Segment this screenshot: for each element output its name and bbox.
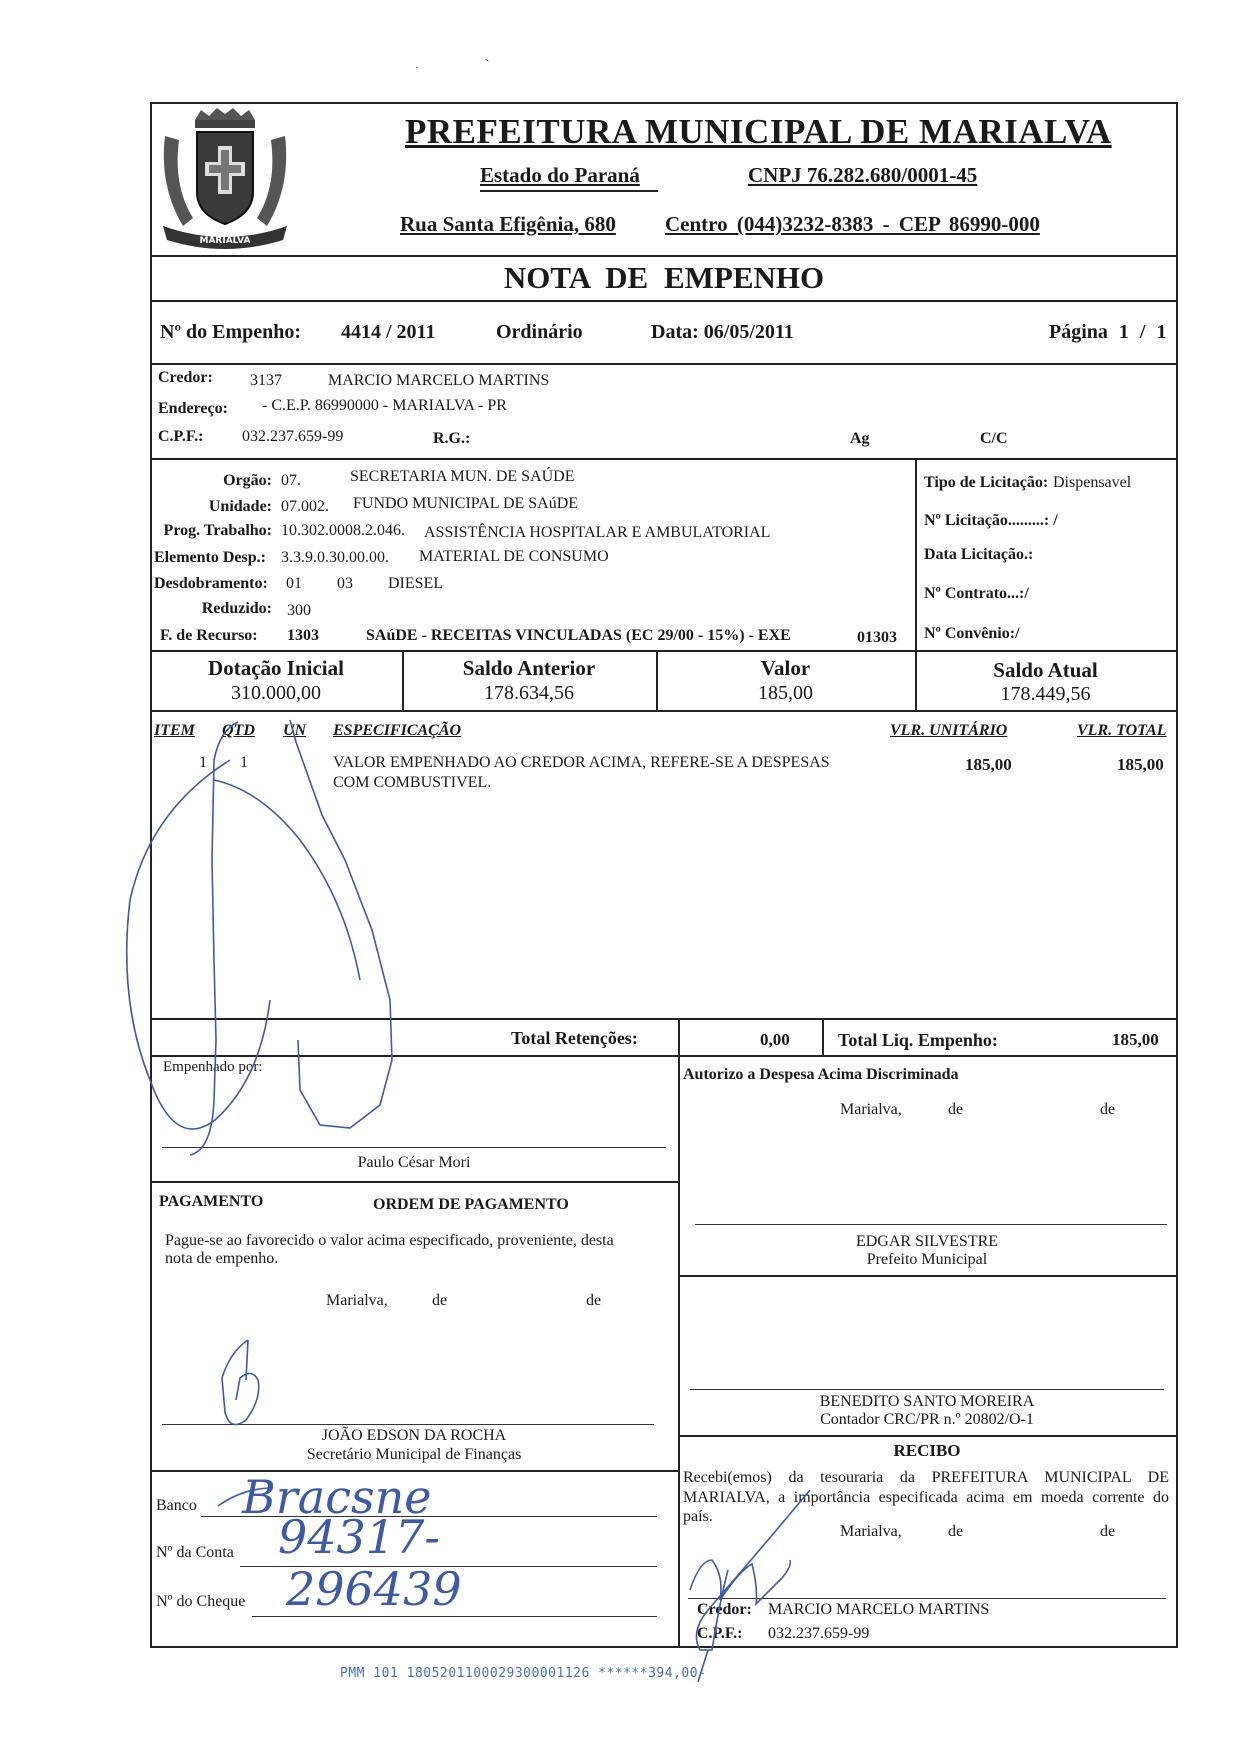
- reduzido-label: Reduzido:: [201, 600, 272, 617]
- tipo-licitacao: Dispensavel: [1053, 474, 1132, 491]
- credor-code: 3137: [250, 372, 282, 389]
- pagamento-city: Marialva,: [326, 1292, 388, 1309]
- pagamento-signer: JOÃO EDSON DA ROCHA: [321, 1427, 507, 1444]
- rg-label: R.G.:: [433, 430, 471, 447]
- recibo-city: Marialva,: [840, 1523, 902, 1540]
- page-title: PREFEITURA MUNICIPAL DE MARIALVA: [405, 112, 1112, 151]
- autorizo-de2: de: [1100, 1101, 1116, 1118]
- mechanical-stamp: PMM 101 1805201100029300001126 ******394,00-: [340, 1666, 707, 1681]
- fonte-code: 1303: [287, 627, 319, 644]
- banco-handwritten: Bracsne: [242, 1470, 432, 1524]
- empenho-date: Data: 06/05/2011: [651, 321, 794, 343]
- cheque-label: Nº do Cheque: [156, 1593, 246, 1610]
- prog-name: ASSISTÊNCIA HOSPITALAR E AMBULATORIAL: [424, 524, 771, 541]
- endereco-label: Endereço:: [158, 400, 228, 417]
- liquido-value: 185,00: [1112, 1030, 1159, 1049]
- fonte-name: SAúDE - RECEITAS VINCULADAS (EC 29/00 - 15%) - EXE: [366, 627, 791, 644]
- pagamento-de2: de: [586, 1292, 602, 1309]
- saldo-atual: 178.449,56: [1000, 683, 1091, 705]
- numero-convenio: Nº Convênio:/: [924, 625, 1020, 642]
- pagamento-de1: de: [432, 1292, 448, 1309]
- autorizo-city: Marialva,: [840, 1101, 902, 1118]
- scan-mark: ·: [415, 60, 419, 74]
- recibo-de1: de: [948, 1523, 964, 1540]
- credor-label: Credor:: [158, 369, 213, 386]
- prog-label: Prog. Trabalho:: [163, 522, 272, 539]
- state-name: Estado do Paraná: [480, 163, 640, 187]
- autorizo-de1: de: [948, 1101, 964, 1118]
- row-unit-value: 185,00: [965, 755, 1012, 774]
- empenhado-label: Empenhado por:: [163, 1059, 263, 1075]
- empenhado-signer: Paulo César Mori: [357, 1154, 471, 1171]
- col-header-qtd: QTD: [222, 722, 255, 739]
- saldo-anterior-label: Saldo Anterior: [462, 656, 596, 680]
- recibo-credor-label: Credor:: [697, 1601, 752, 1618]
- pagamento-text-line1: Pague-se ao favorecido o valor acima especificado, proveniente, desta: [165, 1232, 614, 1249]
- contador-signer: BENEDITO SANTO MOREIRA: [819, 1393, 1035, 1410]
- tipo-licitacao-label: Tipo de Licitação:: [924, 474, 1049, 491]
- endereco: - C.E.P. 86990000 - MARIALVA - PR: [262, 397, 507, 414]
- page-indicator: Página 1 / 1: [1049, 321, 1167, 343]
- empenho-type: Ordinário: [496, 321, 583, 343]
- reduzido: 300: [287, 602, 311, 619]
- cpf-label: C.P.F.:: [158, 428, 204, 445]
- district-phone-cep: Centro (044)3232-8383 - CEP 86990-000: [665, 212, 1040, 236]
- col-header-vlr-total: VLR. TOTAL: [1077, 722, 1167, 739]
- empenho-number-label: Nº do Empenho:: [160, 321, 302, 343]
- pagamento-label: PAGAMENTO: [159, 1193, 264, 1210]
- elemento-label: Elemento Desp.:: [154, 549, 266, 566]
- unidade-name: FUNDO MUNICIPAL DE SAúDE: [353, 495, 579, 512]
- autorizo-signer: EDGAR SILVESTRE: [855, 1233, 999, 1250]
- scan-mark: `: [485, 58, 490, 73]
- recibo-de2: de: [1100, 1523, 1116, 1540]
- autorizo-role: Prefeito Municipal: [866, 1251, 988, 1268]
- desdobramento-b: 03: [337, 575, 353, 592]
- row-qtd: 1: [240, 754, 248, 771]
- elemento-name: MATERIAL DE CONSUMO: [419, 548, 609, 565]
- recibo-cpf: 032.237.659-99: [768, 1625, 870, 1642]
- cheque-handwritten: 296439: [286, 1562, 462, 1616]
- recibo-line3: país.: [683, 1508, 713, 1525]
- liquido-label: Total Liq. Empenho:: [838, 1030, 998, 1050]
- row-item: 1: [199, 754, 207, 771]
- col-header-vlr-unitario: VLR. UNITÁRIO: [890, 722, 1008, 739]
- dotacao-inicial: 310.000,00: [231, 682, 321, 704]
- desdobramento-label: Desdobramento:: [154, 575, 268, 592]
- col-header-especificacao: ESPECIFICAÇÃO: [333, 722, 462, 739]
- pagamento-text-line2: nota de empenho.: [165, 1250, 279, 1267]
- dotacao-inicial-label: Dotação Inicial: [208, 656, 344, 680]
- ag-label: Ag: [850, 430, 870, 447]
- banco-label: Banco: [156, 1497, 197, 1514]
- unidade-code: 07.002.: [281, 498, 329, 515]
- elemento-code: 3.3.9.0.30.00.00.: [281, 549, 389, 566]
- data-licitacao: Data Licitação.:: [924, 546, 1034, 563]
- recibo-title: RECIBO: [893, 1441, 961, 1460]
- conta-handwritten: 94317-: [278, 1510, 440, 1564]
- retencoes-label: Total Retenções:: [511, 1028, 638, 1048]
- recibo-credor-name: MARCIO MARCELO MARTINS: [768, 1601, 990, 1618]
- numero-licitacao: Nº Licitação.........: /: [924, 512, 1058, 529]
- saldo-atual-label: Saldo Atual: [993, 658, 1098, 682]
- numero-contrato: Nº Contrato...:/: [924, 585, 1029, 602]
- recibo-line2: MARIALVA, a importância especificada acima em moeda corrente do: [683, 1489, 1169, 1506]
- recibo-cpf-label: C.P.F.:: [697, 1625, 743, 1642]
- pagamento-signature: [222, 1340, 259, 1425]
- cpf: 032.237.659-99: [242, 428, 344, 445]
- banco-underline-stroke: [218, 1488, 268, 1506]
- pagamento-role: Secretário Municipal de Finanças: [306, 1446, 522, 1463]
- document-title: NOTA DE EMPENHO: [503, 260, 825, 295]
- unidade-label: Unidade:: [208, 498, 272, 515]
- contador-role: Contador CRC/PR n.º 20802/O-1: [820, 1411, 1034, 1428]
- autorizo-title: Autorizo a Despesa Acima Discriminada: [683, 1066, 959, 1083]
- retencoes-value: 0,00: [760, 1030, 790, 1049]
- desdobramento-name: DIESEL: [388, 575, 444, 592]
- row-total-value: 185,00: [1117, 755, 1164, 774]
- cc-label: C/C: [980, 430, 1008, 447]
- prog-code: 10.302.0008.2.046.: [281, 522, 405, 539]
- saldo-anterior: 178.634,56: [484, 682, 574, 704]
- cnpj: CNPJ 76.282.680/0001-45: [748, 163, 978, 187]
- empenho-signature-scribble: [127, 720, 392, 1155]
- credor-name: MARCIO MARCELO MARTINS: [328, 372, 550, 389]
- conta-label: Nº da Conta: [156, 1544, 234, 1561]
- fonte-number: 01303: [857, 629, 897, 646]
- orgao-name: SECRETARIA MUN. DE SAÚDE: [350, 468, 575, 485]
- desdobramento-a: 01: [286, 575, 302, 592]
- fonte-label: F. de Recurso:: [160, 627, 258, 644]
- street-address: Rua Santa Efigênia, 680: [400, 212, 616, 236]
- recibo-line1: Recebi(emos) da tesouraria da PREFEITURA MUNICIPAL DE: [683, 1469, 1169, 1486]
- recibo-signature: [690, 1490, 810, 1682]
- col-header-un: UN: [283, 722, 307, 739]
- valor-label: Valor: [760, 656, 811, 680]
- orgao-label: Orgão:: [223, 472, 272, 489]
- row-spec-line1: VALOR EMPENHADO AO CREDOR ACIMA, REFERE-SE A DESPESAS: [333, 754, 830, 771]
- orgao-code: 07.: [281, 472, 301, 489]
- crest-text: MARIALVA: [199, 236, 251, 246]
- ordem-pagamento-title: ORDEM DE PAGAMENTO: [373, 1196, 569, 1213]
- col-header-item: ITEM: [154, 722, 195, 739]
- row-spec-line2: COM COMBUSTIVEL.: [333, 774, 492, 791]
- empenho-number: 4414 / 2011: [341, 321, 436, 343]
- valor: 185,00: [758, 682, 813, 704]
